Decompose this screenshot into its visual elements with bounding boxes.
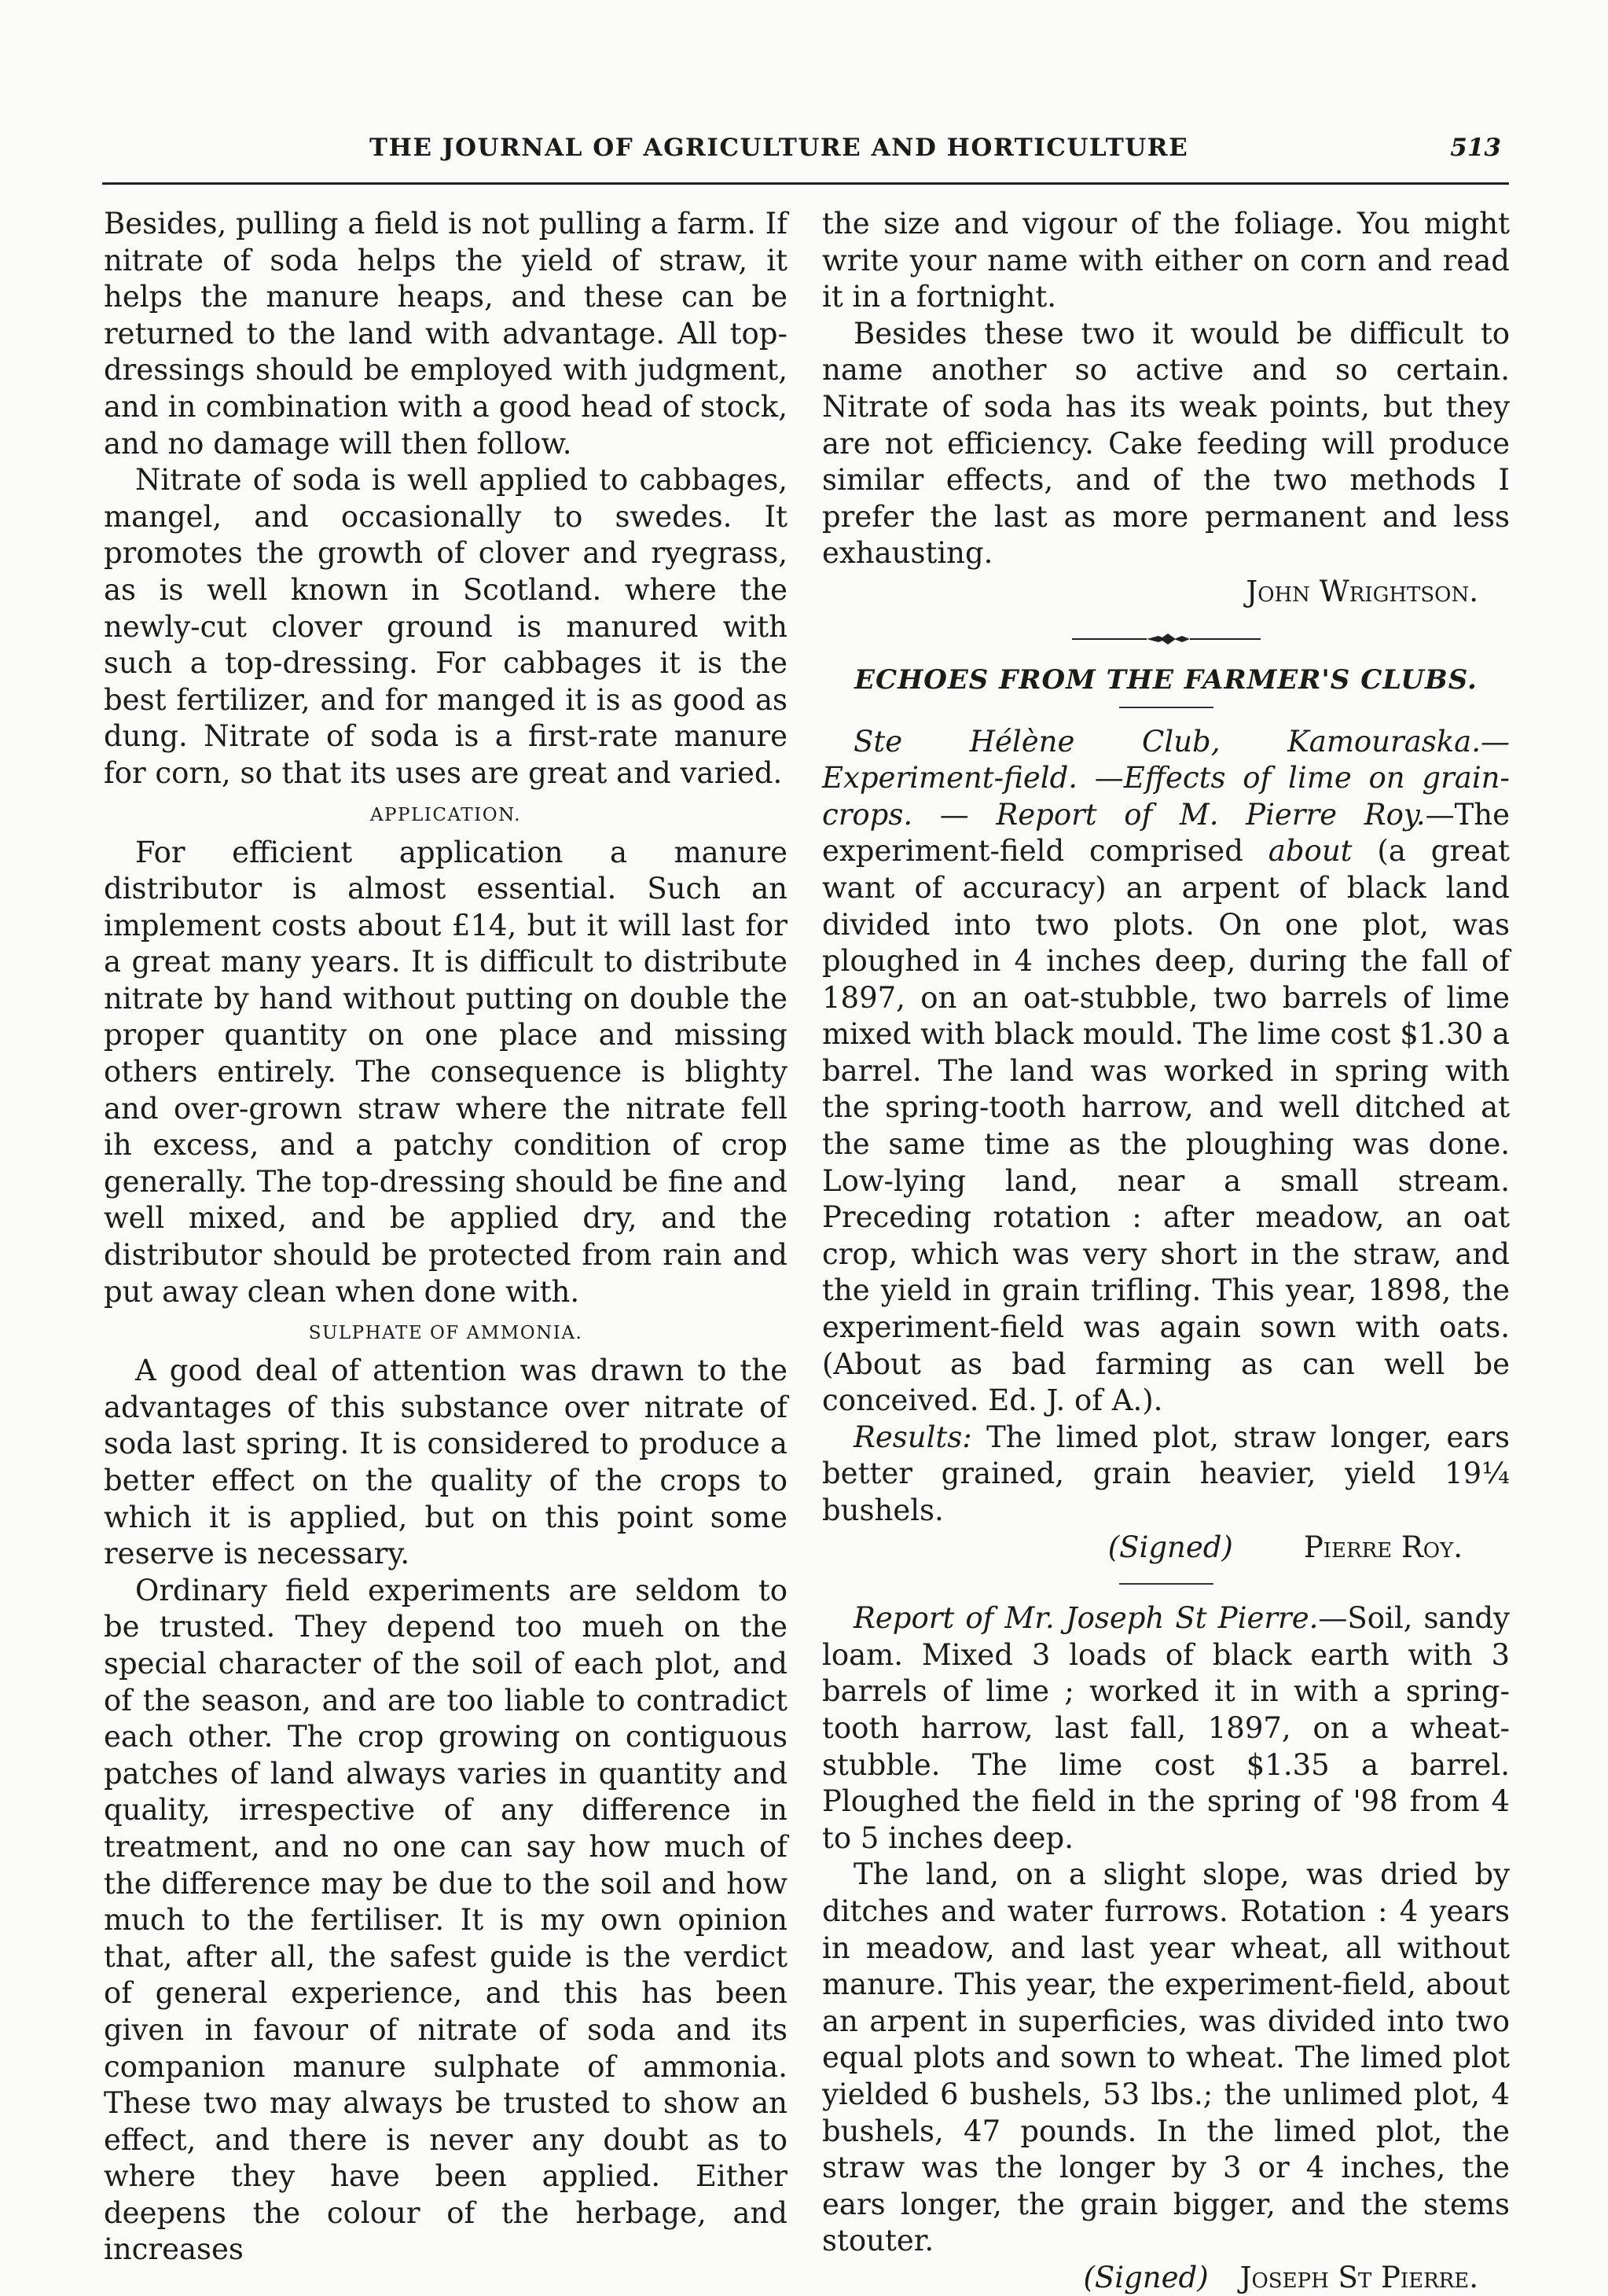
short-rule [1119, 1583, 1213, 1585]
paragraph: Nitrate of soda is well applied to cabbages, mangel, and occasionally to swedes. It promotes the growth of clover and ryegrass, as is well known in Scotland. where the newly-cut clover ground is manured with such a top-dressing. For cabbages it is the best fertilizer, and for manged it is as good as dung. Nitrate of soda is a first-rate manure for corn, so that its uses are great and varied. [104, 463, 787, 790]
right-column [822, 206, 1510, 2296]
report-text: —The experiment-field comprised [822, 797, 1510, 869]
ornamental-divider [822, 630, 1510, 648]
running-head [102, 132, 1501, 179]
signer-name: Joseph St Pierre. [1239, 2260, 1478, 2294]
signed-label: (Signed) [1107, 1530, 1233, 1564]
signer-name: Pierre Roy. [1303, 1530, 1463, 1564]
signed-label: (Signed) [1083, 2260, 1209, 2294]
paragraph: Besides these two it would be difficult to name another so active and so certain. Nitrate of soda has its weak points, but they are not efficiency. Cake feeding will produce similar effects, and of the two methods I prefer the last as more permanent and less exhausting. [822, 316, 1510, 571]
signature-wrightson: John Wrightson. [1246, 574, 1478, 608]
results-text: The limed plot, straw longer, ears better grained, grain heavier, yield 19¼ bushels. [822, 1420, 1510, 1527]
journal-title: THE JOURNAL OF AGRICULTURE AND HORTICULTURE [369, 134, 1189, 162]
paragraph: the size and vigour of the foliage. You might write your name with either on corn and read it in a fortnight. [822, 207, 1510, 314]
report-text: (a great want of accuracy) an arpent of black land divided into two plots. On one plot, was ploughed in 4 inches deep, during the fall of 1897, on an oat-stubble, two barrels of lime mixed with black mould. The lime cost $1.30 a barrel. The land was worked in spring with the spring-tooth harrow, and well ditched at the same time as the ploughing was done. Low-lying land, near a small stream. Preceding rotation : after meadow, an oat crop, which was very short in the straw, and the yield in grain trifling. This year, 1898, the experiment-field was again sown with oats. (About as bad farming as can well be conceived. Ed. J. of A.). [822, 834, 1510, 1418]
report-text-emphasis: about [1268, 834, 1353, 869]
ornament-icon [1072, 631, 1261, 647]
paragraph: Besides, pulling a field is not pulling a farm. If nitrate of soda helps the yield of straw, it helps the manure heaps, and these can be returned to the land with advantage. All top-dressings should be employed with judgment, and in combination with a good head of stock, and no damage will then follow. [104, 207, 787, 461]
subheading-sulphate: SULPHATE OF AMMONIA. [308, 1323, 583, 1344]
report-heading-roy: Ste Hélène Club, Kamouraska.—Experiment-field. —Effects of lime on grain-crops. — Report of M. Pierre Roy. [822, 724, 1510, 832]
header-rule [102, 182, 1509, 185]
signed-line-roy [822, 1530, 1510, 1567]
report-heading-st-pierre: Report of Mr. Joseph St Pierre. [854, 1601, 1319, 1636]
paragraph: For efficient application a manure distributor is almost essential. Such an implement costs about £14, but it will last for a great many years. It is difficult to distribute nitrate by hand without putting on double the proper quantity on one place and missing others entirely. The consequence is blighty and over-grown straw where the nitrate fell ih excess, and a patchy condition of crop generally. The top-dressing should be fine and well mixed, and be applied dry, and the distributor should be protected from rain and put away clean when done with. [104, 835, 787, 1309]
results-label: Results: [854, 1420, 972, 1454]
report-text: —Soil, sandy loam. Mixed 3 loads of black earth with 3 barrels of lime ; worked it in with a spring-tooth harrow, last fall, 1897, on a wheat-stubble. The lime cost $1.35 a barrel. Ploughed the field in the spring of '98 from 4 to 5 inches deep. [822, 1601, 1511, 1855]
short-rule [1119, 707, 1213, 708]
left-column [104, 206, 787, 2268]
paragraph: A good deal of attention was drawn to the advantages of this substance over nitrate of soda last spring. It is considered to produce a better effect on the quality of the crops to which it is applied, but on this point some reserve is necessary. [104, 1354, 787, 1571]
section-title: ECHOES FROM THE FARMER'S CLUBS. [854, 663, 1478, 696]
paragraph: Ordinary field experiments are seldom to be trusted. They depend too mueh on the special character of the soil of each plot, and of the season, and are too liable to contradict each other. The crop growing on contiguous patches of land always varies in quantity and quality, irrespective of any difference in treatment, and no one can say how much of the difference may be due to the soil and how much to the fertiliser. It is my own opinion that, after all, the safest guide is the verdict of general experience, and this has been given in favour of nitrate of soda and its companion manure sulphate of ammonia. These two may always be trusted to show an effect, and there is never any doubt as to where they have been applied. Either deepens the colour of the herbage, and increases [104, 1573, 787, 2267]
subheading-application: APPLICATION. [369, 804, 522, 825]
paragraph: The land, on a slight slope, was dried by ditches and water furrows. Rotation : 4 years in meadow, and last year wheat, all without manure. This year, the experiment-field, about an arpent in superficies, was divided into two equal plots and sown to wheat. The limed plot yielded 6 bushels, 53 lbs.; the unlimed plot, 4 bushels, 47 pounds. In the limed plot, the straw was the longer by 3 or 4 inches, the ears longer, the grain bigger, and the stems stouter. [822, 1857, 1510, 2258]
signed-line-st-pierre [822, 2260, 1510, 2296]
page-number: 513 [1450, 134, 1501, 162]
